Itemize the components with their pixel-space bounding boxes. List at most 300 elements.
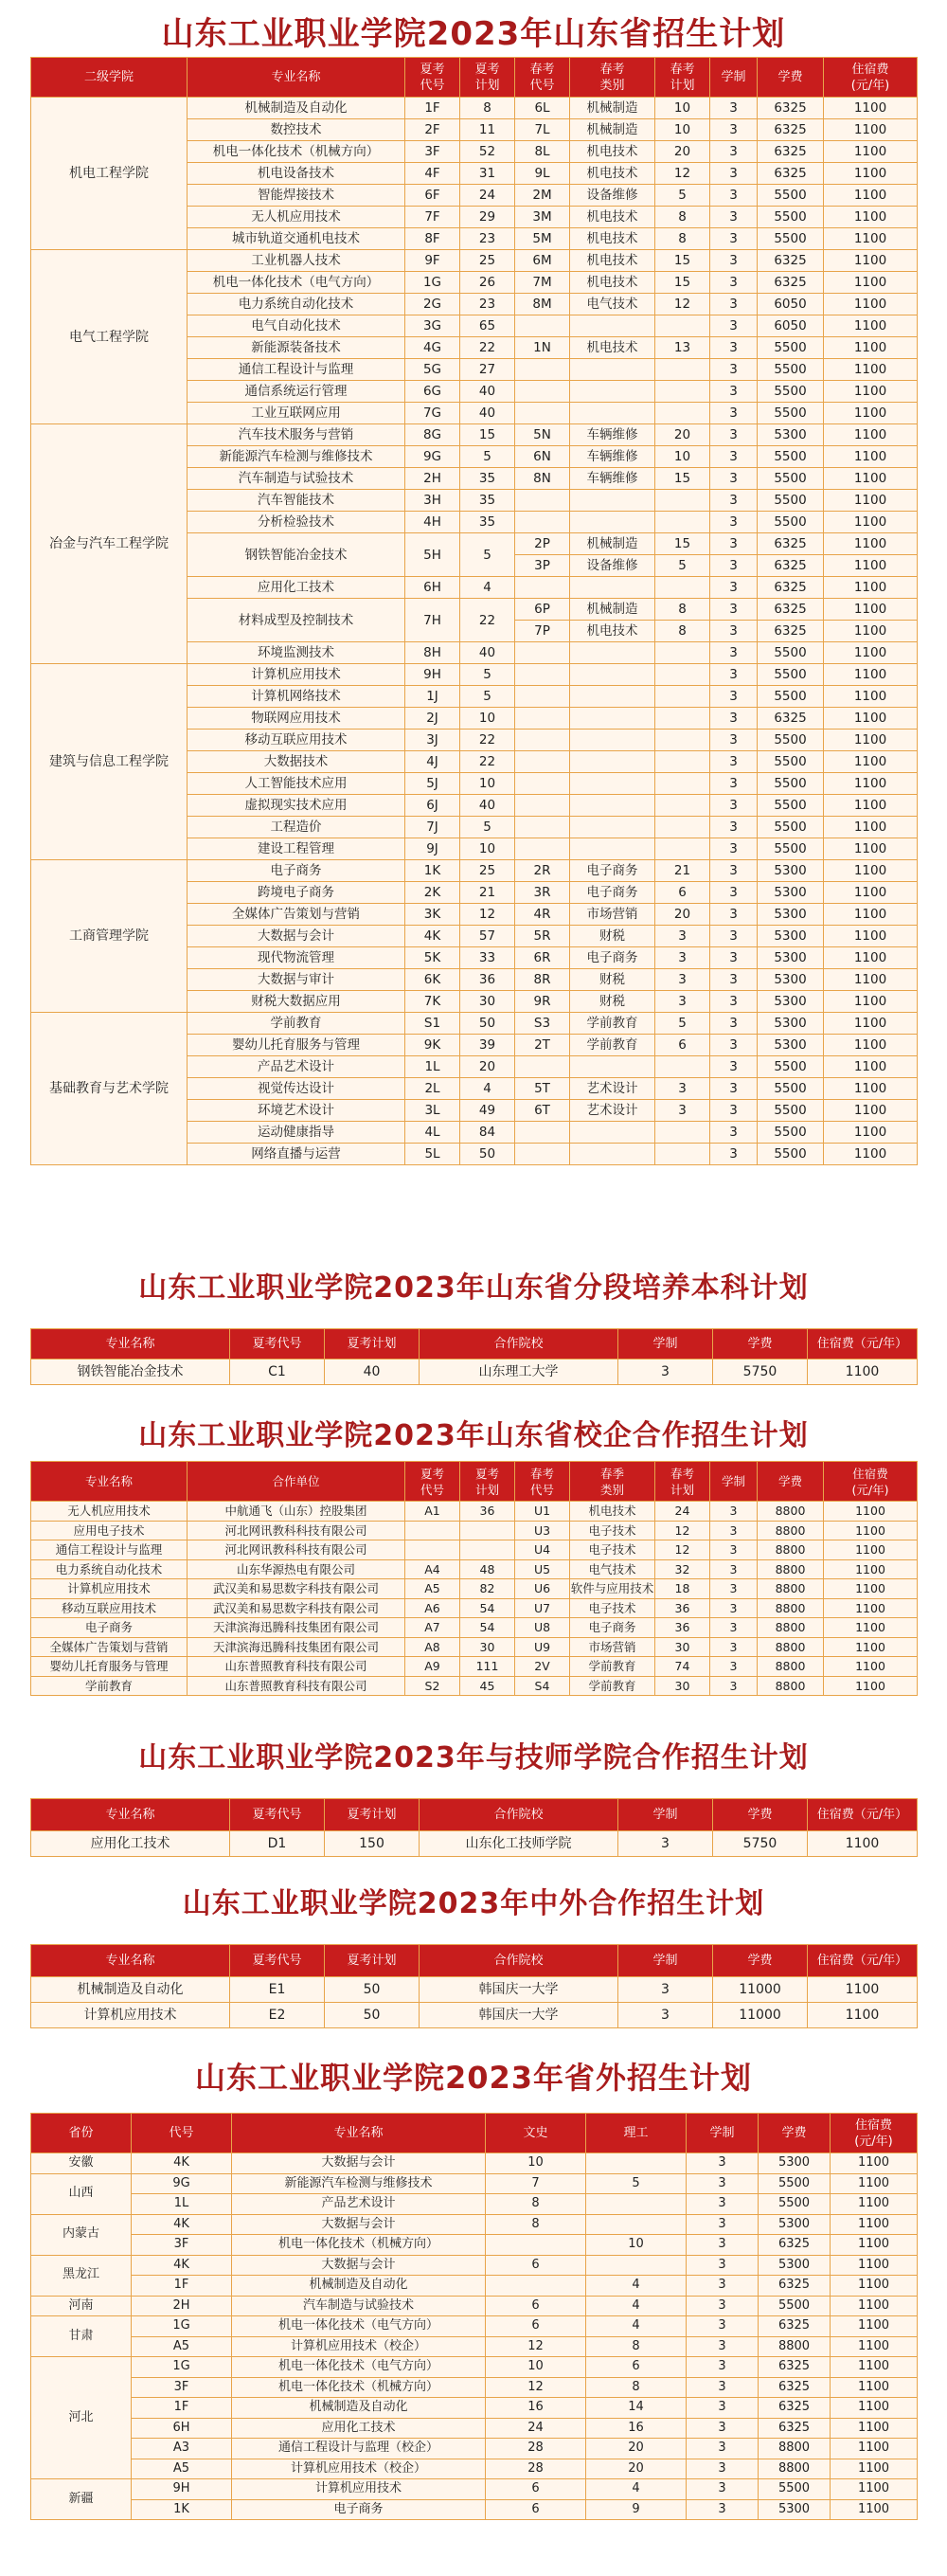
table-row [31, 1831, 918, 1857]
table-cell: 3 [710, 969, 758, 991]
table-cell [570, 315, 655, 337]
table-cell [515, 1144, 570, 1165]
table-cell: 机械制造 [570, 599, 655, 621]
table-cell: 3R [515, 882, 570, 904]
table-cell: 3 [710, 163, 758, 185]
table-cell: S4 [515, 1676, 570, 1696]
province-name: 河北 [31, 2357, 132, 2479]
table-cell: 计算机网络技术 [188, 686, 405, 708]
table-cell [570, 1056, 655, 1078]
table-cell: 电子商务 [31, 1618, 188, 1638]
table-cell: 电力系统自动化技术 [31, 1559, 188, 1579]
table-cell: 3 [710, 751, 758, 773]
table-cell: 5300 [759, 2255, 831, 2276]
table-cell: 全媒体广告策划与营销 [31, 1637, 188, 1657]
table-row [31, 1540, 918, 1560]
table-cell: 22 [460, 599, 515, 642]
table-cell: 1100 [824, 512, 918, 533]
table-cell: 4J [405, 751, 460, 773]
table-cell [515, 795, 570, 817]
column-header: 二级学院 [31, 58, 188, 98]
table-cell: 3 [655, 969, 710, 991]
table-cell: 5T [515, 1078, 570, 1100]
table-cell: 9H [405, 664, 460, 686]
column-header: 春考 代号 [515, 58, 570, 98]
table-cell: 机械制造及自动化 [232, 2276, 486, 2297]
table-cell: 49 [460, 1100, 515, 1122]
table-cell: 3 [710, 337, 758, 359]
table-cell: 机电一体化技术（电气方向） [188, 272, 405, 294]
table-cell: 产品艺术设计 [188, 1056, 405, 1078]
column-header: 专业名称 [31, 1462, 188, 1502]
table-cell: 3 [710, 446, 758, 468]
table-cell: 1100 [824, 926, 918, 947]
table-cell: 1100 [831, 2357, 918, 2378]
table-cell [655, 359, 710, 381]
table-cell: 50 [325, 2003, 420, 2028]
table-cell: 25 [460, 860, 515, 882]
table-cell: 电子商务 [188, 860, 405, 882]
column-header: 学制 [687, 2114, 759, 2153]
column-header: 住宿费 (元/年) [831, 2114, 918, 2153]
division-name: 冶金与汽车工程学院 [31, 424, 188, 664]
table-cell: 5500 [758, 1144, 824, 1165]
table-cell: 机电技术 [570, 1502, 655, 1522]
table-cell: 8 [486, 2194, 586, 2215]
table-cell: 应用化工技术 [232, 2418, 486, 2439]
column-header: 学费 [758, 1462, 824, 1502]
table-cell: 3 [710, 1598, 758, 1618]
table-cell: 5500 [758, 468, 824, 490]
table-cell: 车辆维修 [570, 446, 655, 468]
table-row [31, 424, 918, 446]
table-cell: U8 [515, 1618, 570, 1638]
table-row [31, 2255, 918, 2276]
table-cell: 1100 [824, 686, 918, 708]
table-cell: A3 [132, 2439, 232, 2459]
table-cell: 9K [405, 1035, 460, 1056]
table-cell: 3 [710, 860, 758, 882]
table-cell: 5500 [758, 359, 824, 381]
column-header: 住宿费（元/年） [808, 1945, 918, 1977]
table-cell [570, 730, 655, 751]
table-cell: 9 [586, 2499, 687, 2520]
table-cell: 3 [710, 1056, 758, 1078]
table-cell: 1100 [824, 1637, 918, 1657]
table-cell: 3 [710, 250, 758, 272]
table-cell: 车辆维修 [570, 424, 655, 446]
column-header: 住宿费 (元/年) [824, 1462, 918, 1502]
table-cell: 30 [655, 1637, 710, 1657]
table-cell: 3 [710, 403, 758, 424]
table-row [31, 2418, 918, 2439]
table-cell: A9 [405, 1657, 460, 1677]
table-cell: 3 [710, 381, 758, 403]
section-shandong-plan [30, 13, 917, 1165]
table-row [31, 1977, 918, 2003]
table-cell: 5500 [758, 795, 824, 817]
table-cell: 10 [655, 98, 710, 119]
table-cell: 7G [405, 403, 460, 424]
table-cell: 3 [710, 1559, 758, 1579]
table-cell: U1 [515, 1502, 570, 1522]
table-cell: 1100 [824, 1598, 918, 1618]
table-cell [655, 730, 710, 751]
table-cell: 18 [655, 1579, 710, 1599]
table-cell: 机电技术 [570, 337, 655, 359]
table-cell: 1100 [824, 490, 918, 512]
table-cell: 6325 [758, 533, 824, 555]
table-row [31, 664, 918, 686]
table-cell: 3 [710, 1122, 758, 1144]
table-cell: 电子技术 [570, 1540, 655, 1560]
table-cell: 6050 [758, 315, 824, 337]
column-header: 文史 [486, 2114, 586, 2153]
table-cell: 5500 [758, 1056, 824, 1078]
column-header: 学制 [710, 1462, 758, 1502]
table-cell: 1100 [824, 1056, 918, 1078]
table-cell: 1100 [824, 860, 918, 882]
table-cell: 15 [655, 272, 710, 294]
table-cell [655, 490, 710, 512]
table-cell [655, 577, 710, 599]
table-cell: 3 [710, 686, 758, 708]
table-cell: 36 [655, 1618, 710, 1638]
table-cell: 电气技术 [570, 1559, 655, 1579]
table-cell: 1100 [831, 2214, 918, 2235]
table-cell: 13 [655, 337, 710, 359]
table-cell: 3 [710, 664, 758, 686]
table-cell: 1100 [831, 2255, 918, 2276]
table-cell: 5500 [758, 664, 824, 686]
table-cell: 6325 [759, 2418, 831, 2439]
table-cell: U4 [515, 1540, 570, 1560]
table-cell: 3 [710, 1100, 758, 1122]
table-cell: 8800 [758, 1579, 824, 1599]
table-cell: 1100 [831, 2194, 918, 2215]
table-cell: 40 [460, 381, 515, 403]
table-cell: 计算机应用技术 [232, 2479, 486, 2500]
column-header: 学制 [618, 1945, 713, 1977]
table-cell [655, 1056, 710, 1078]
table-cell: 汽车技术服务与营销 [188, 424, 405, 446]
table-cell: 40 [460, 403, 515, 424]
table-cell: E2 [230, 2003, 325, 2028]
table-cell: 电子商务 [570, 860, 655, 882]
table-cell: 9G [132, 2173, 232, 2194]
table-cell: 3 [710, 1540, 758, 1560]
table-cell [655, 686, 710, 708]
table-cell: 无人机应用技术 [31, 1502, 188, 1522]
table-cell: 6K [405, 969, 460, 991]
column-header: 学费 [759, 2114, 831, 2153]
table-cell: 2J [405, 708, 460, 730]
table-row [31, 2398, 918, 2419]
table-cell: 6 [486, 2296, 586, 2316]
table-cell [570, 381, 655, 403]
table-cell: 市场营销 [570, 904, 655, 926]
table-cell: 8800 [758, 1559, 824, 1579]
table-cell: 机电技术 [570, 250, 655, 272]
column-header: 理工 [586, 2114, 687, 2153]
table-cell: 5500 [758, 381, 824, 403]
table-cell [405, 1521, 460, 1540]
table-cell: 8800 [758, 1637, 824, 1657]
table-cell: 3 [655, 947, 710, 969]
table-cell: C1 [230, 1360, 325, 1385]
table-cell: 环境艺术设计 [188, 1100, 405, 1122]
table-cell: 2M [515, 185, 570, 207]
table-cell: 1100 [824, 1078, 918, 1100]
table-cell: 6 [486, 2479, 586, 2500]
table-cell [515, 381, 570, 403]
table-cell [515, 490, 570, 512]
table-cell: 5500 [759, 2296, 831, 2316]
table-cell: 1100 [824, 337, 918, 359]
table-cell: 5300 [758, 991, 824, 1013]
table-cell: 1100 [824, 1540, 918, 1560]
table-cell: 财税 [570, 991, 655, 1013]
column-header: 学制 [618, 1329, 713, 1360]
table-cell: 城市轨道交通机电技术 [188, 228, 405, 250]
table-cell: 机械制造及自动化 [31, 1977, 230, 2003]
table-cell: 机电技术 [570, 228, 655, 250]
table-cell: 40 [325, 1360, 420, 1385]
table-cell: 8 [655, 621, 710, 642]
table-cell: 山东普照教育科技有限公司 [188, 1657, 405, 1677]
table-cell: 1100 [824, 446, 918, 468]
table-cell: 3 [710, 1637, 758, 1657]
table-cell: 6325 [758, 250, 824, 272]
table-cell: 1100 [824, 207, 918, 228]
table-cell: 1100 [808, 1360, 918, 1385]
table-cell [655, 817, 710, 838]
table-cell: 15 [655, 468, 710, 490]
table-cell: 3 [710, 621, 758, 642]
table-cell: 5 [460, 446, 515, 468]
plan-table [30, 1798, 918, 1857]
table-cell: 新能源汽车检测与维修技术 [188, 446, 405, 468]
table-cell: 31 [460, 163, 515, 185]
table-cell: 1100 [831, 2296, 918, 2316]
table-cell: 3 [710, 533, 758, 555]
table-cell: 3 [655, 991, 710, 1013]
table-cell: 10 [655, 446, 710, 468]
table-cell: 10 [586, 2235, 687, 2256]
table-cell: 1100 [831, 2377, 918, 2398]
table-cell [405, 1540, 460, 1560]
table-cell: 3 [710, 1521, 758, 1540]
table-cell: 3 [710, 490, 758, 512]
table-cell [570, 1144, 655, 1165]
table-cell: U3 [515, 1521, 570, 1540]
table-cell: 6325 [759, 2276, 831, 2297]
table-cell: 3F [132, 2235, 232, 2256]
table-cell: 武汉美和易思数字科技有限公司 [188, 1579, 405, 1599]
table-cell: 11 [460, 119, 515, 141]
table-cell [586, 2153, 687, 2174]
table-cell: 33 [460, 947, 515, 969]
table-cell: 24 [655, 1502, 710, 1522]
table-row [31, 2499, 918, 2520]
table-cell: 1100 [824, 751, 918, 773]
table-cell: 5500 [758, 838, 824, 860]
table-cell: 5G [405, 359, 460, 381]
table-cell: 3 [710, 1013, 758, 1035]
table-cell: 大数据与会计 [232, 2255, 486, 2276]
table-cell: 通信工程设计与监理 [31, 1540, 188, 1560]
table-cell: 电气技术 [570, 294, 655, 315]
table-cell: 5500 [758, 730, 824, 751]
table-cell: 物联网应用技术 [188, 708, 405, 730]
table-cell: 3 [710, 708, 758, 730]
table-cell: 11000 [713, 1977, 808, 2003]
table-cell: 1100 [824, 991, 918, 1013]
table-cell: 1100 [824, 730, 918, 751]
table-cell: 汽车智能技术 [188, 490, 405, 512]
table-cell: 5M [515, 228, 570, 250]
table-cell: 机电技术 [570, 207, 655, 228]
table-cell [655, 381, 710, 403]
table-cell: 1100 [831, 2418, 918, 2439]
table-cell: 1100 [824, 272, 918, 294]
table-cell: 9F [405, 250, 460, 272]
table-cell: 3 [710, 1144, 758, 1165]
table-cell: 6J [405, 795, 460, 817]
table-cell: 3 [687, 2255, 759, 2276]
table-cell: 1F [405, 98, 460, 119]
table-cell: 3 [687, 2499, 759, 2520]
table-cell [515, 817, 570, 838]
table-cell [655, 642, 710, 664]
table-cell: 5L [405, 1144, 460, 1165]
table-cell [515, 577, 570, 599]
table-cell: 3 [618, 1360, 713, 1385]
table-cell: 4K [132, 2153, 232, 2174]
table-cell: 5500 [758, 207, 824, 228]
table-cell: 4 [586, 2316, 687, 2337]
table-cell [460, 1540, 515, 1560]
table-cell: 74 [655, 1657, 710, 1677]
table-cell: 工业机器人技术 [188, 250, 405, 272]
table-cell: 52 [460, 141, 515, 163]
table-cell: 6325 [758, 119, 824, 141]
table-cell: 3G [405, 315, 460, 337]
table-cell: 8800 [758, 1521, 824, 1540]
table-cell: 20 [655, 904, 710, 926]
table-cell: 6H [405, 577, 460, 599]
table-cell: 1100 [824, 1035, 918, 1056]
table-cell: 3 [710, 359, 758, 381]
table-cell: 5500 [758, 185, 824, 207]
table-cell: 1100 [824, 1579, 918, 1599]
table-cell: 机电一体化技术（电气方向） [232, 2316, 486, 2337]
table-cell: 1100 [831, 2398, 918, 2419]
table-cell: 2H [132, 2296, 232, 2316]
table-cell: 3M [515, 207, 570, 228]
table-cell: 婴幼儿托育服务与管理 [31, 1657, 188, 1677]
table-cell: 5K [405, 947, 460, 969]
table-cell: 3 [618, 1831, 713, 1857]
table-cell [515, 403, 570, 424]
table-cell: 40 [460, 795, 515, 817]
table-row [31, 1502, 918, 1522]
table-cell: 8800 [758, 1676, 824, 1696]
table-cell: 1100 [831, 2459, 918, 2479]
table-cell [655, 1122, 710, 1144]
table-cell: 9R [515, 991, 570, 1013]
table-cell: 1100 [824, 795, 918, 817]
table-row [31, 1521, 918, 1540]
table-cell: 1K [405, 860, 460, 882]
table-cell [570, 686, 655, 708]
table-cell: 10 [460, 773, 515, 795]
table-cell: 5300 [758, 424, 824, 446]
table-cell: 5300 [758, 947, 824, 969]
column-header: 学费 [713, 1329, 808, 1360]
table-cell: 1100 [824, 1100, 918, 1122]
table-cell: 3 [710, 228, 758, 250]
table-cell: 15 [655, 533, 710, 555]
table-row [31, 2439, 918, 2459]
table-cell: 3 [687, 2214, 759, 2235]
table-cell: 电子商务 [570, 947, 655, 969]
table-cell: 57 [460, 926, 515, 947]
table-cell: 3H [405, 490, 460, 512]
table-cell: 12 [655, 294, 710, 315]
table-cell: 50 [460, 1013, 515, 1035]
table-cell: 河北网讯教科科技有限公司 [188, 1521, 405, 1540]
table-cell: 4K [132, 2214, 232, 2235]
table-cell: 12 [655, 1540, 710, 1560]
table-cell: 8G [405, 424, 460, 446]
table-cell: 28 [486, 2439, 586, 2459]
table-cell: 电子商务 [232, 2499, 486, 2520]
table-row [31, 2377, 918, 2398]
table-cell: 29 [460, 207, 515, 228]
table-cell: 2K [405, 882, 460, 904]
table-cell: 8 [586, 2336, 687, 2357]
table-row [31, 2194, 918, 2215]
table-cell: 1100 [808, 2003, 918, 2028]
table-cell: 35 [460, 468, 515, 490]
table-cell [570, 751, 655, 773]
table-row [31, 2316, 918, 2337]
table-cell: 8M [515, 294, 570, 315]
table-cell: 5500 [758, 686, 824, 708]
table-row [31, 2276, 918, 2297]
header-row [31, 1945, 918, 1977]
table-cell: 48 [460, 1559, 515, 1579]
table-cell [515, 686, 570, 708]
table-cell: 4K [132, 2255, 232, 2276]
table-cell: 3 [655, 1100, 710, 1122]
table-cell: 7 [486, 2173, 586, 2194]
column-header: 学费 [758, 58, 824, 98]
table-cell: 5500 [758, 1100, 824, 1122]
table-cell: 6 [655, 882, 710, 904]
table-cell: 7K [405, 991, 460, 1013]
table-cell: 39 [460, 1035, 515, 1056]
table-cell: 河北网讯教科科技有限公司 [188, 1540, 405, 1560]
table-cell: 5500 [758, 490, 824, 512]
column-header: 夏考 代号 [405, 58, 460, 98]
table-cell: 1G [405, 272, 460, 294]
table-cell: 2F [405, 119, 460, 141]
table-cell: 15 [460, 424, 515, 446]
column-header: 夏考代号 [230, 1329, 325, 1360]
table-cell: 32 [655, 1559, 710, 1579]
